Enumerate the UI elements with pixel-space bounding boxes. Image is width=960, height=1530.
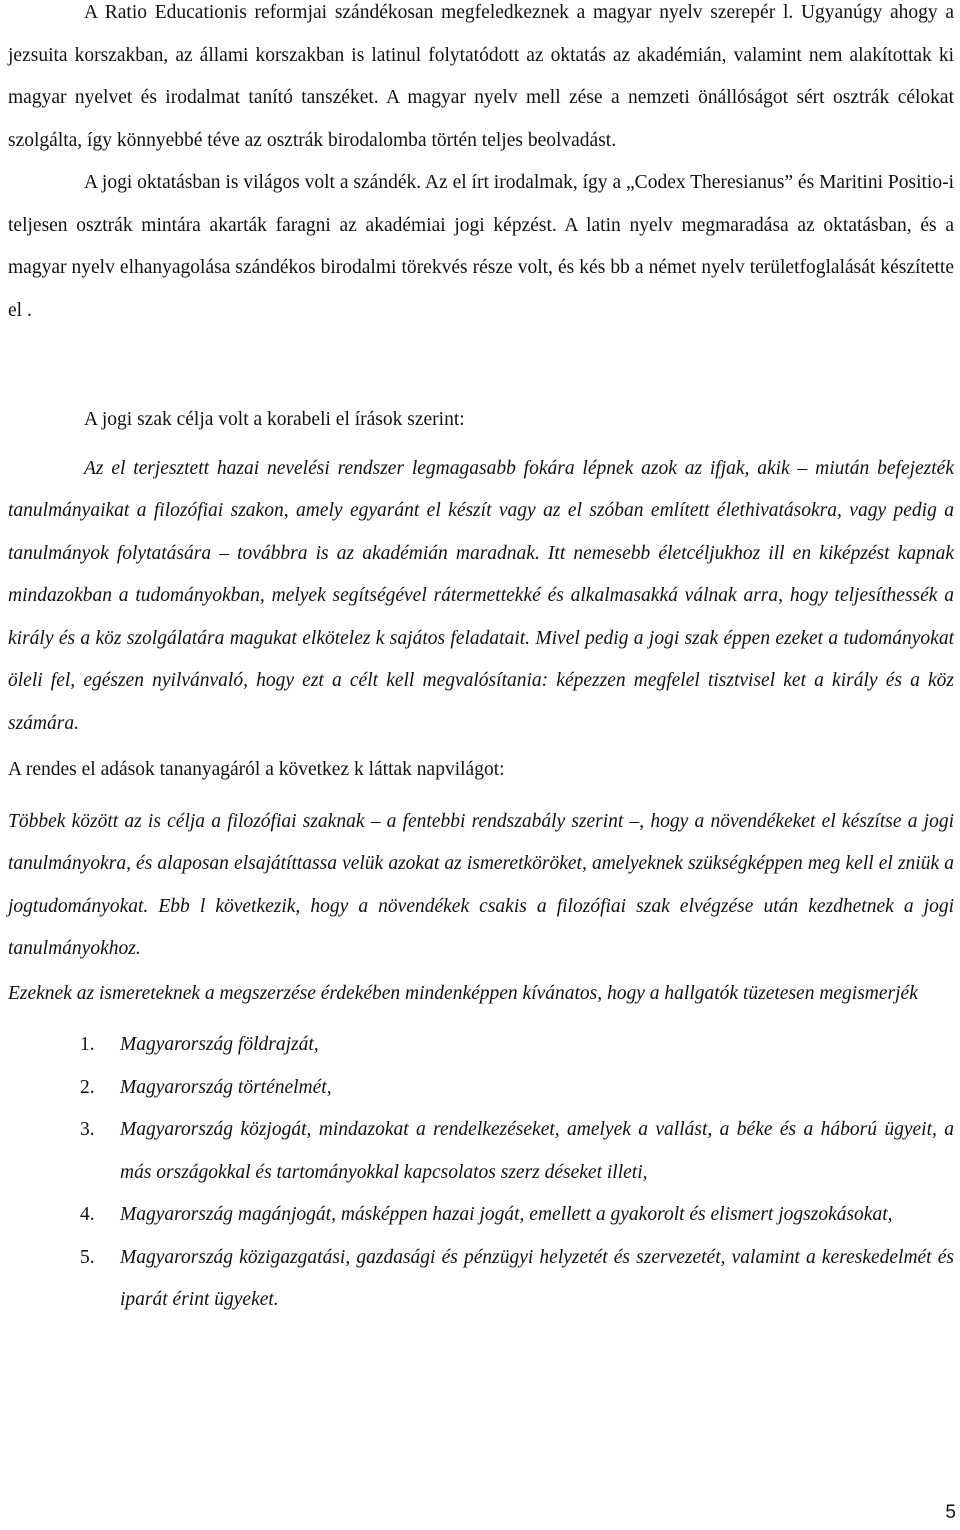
list-item (8, 1109, 954, 1194)
list-item (8, 1237, 954, 1322)
list-item (8, 1067, 954, 1110)
list-item-number: 5. (80, 1246, 95, 1268)
list-item-text: Magyarország földrajzát, (120, 1034, 319, 1055)
quote-filozofiai-szak: Többek között az is célja a filozófiai szaknak – a fentebbi rendszabály szerint –, hogy a növendékeket el készítse a jogi tanulmányokra, és alaposan elsajátíttassa velük azokat az ismeretköröket, amelyeknek szükségképpen meg kell el zniük a jogtudományokat. Ebb l következik, hogy a növendékek csakis a filozófiai szak elvégzése után kezdhetnek a jogi tanulmányokhoz. (8, 810, 954, 959)
quote-jogi-szak-celja: Az el terjesztett hazai nevelési rendszer legmagasabb fokára lépnek azok az ifjak, akik – miután befejezték tanulmányaikat a filozófiai szakon, amely egyaránt el készít vagy az el szóban említett élethivatásokra, vagy pedig a tanulmányok folytatására – továbbra is az akadémián maradnak. Itt nemesebb életcéljukhoz ill en kiképzést kapnak mindazokban a tudományokban, melyek segítségével rátermettekké és alkalmasakká válnak arra, hogy teljesíthessék a király és a köz szolgálatára magukat elkötelez k sajátos feladatait. Mivel pedig a jogi szak éppen ezeket a tudományokat öleli fel, egészen nyilvánvaló, hogy ezt a célt kell megvalósítania: képezzen megfelel tisztvisel ket a király és a köz számára. (8, 457, 954, 734)
section-heading-tananyag: A rendes el adások tananyagáról a következ k láttak napvilágot: (8, 759, 505, 780)
list-item-number: 2. (80, 1076, 95, 1098)
list-item-number: 3. (80, 1119, 95, 1140)
subject-list (8, 1024, 954, 1322)
list-item (8, 1194, 954, 1237)
paragraph-jogi-oktatas: A jogi oktatásban is világos volt a szándék. Az el írt irodalmak, így a „Codex Theresianus” és Maritini Positio-i teljesen osztrák mintára akarták faragni az akadémiai jogi képzést. A latin nyelv megmaradása az oktatásban, és a magyar nyelv elhanyagolása szándékos birodalmi törekvés része volt, és kés bb a német nyelv területfoglalását készítette el . (8, 172, 954, 321)
list-item-text: Magyarország közigazgatási, gazdasági és pénzügyi helyzetét és szervezetét, valamint a kereskedelmét és iparát érint ügyeket. (120, 1246, 954, 1310)
paragraph-ratio-educationis: A Ratio Educationis reformjai szándékosan megfeledkeznek a magyar nyelv szerepér l. Ugyanúgy ahogy a jezsuita korszakban, az állami korszakban is latinul folytatódott az oktatás az akadémián, valamint nem alakítottak ki magyar nyelvet és irodalmat tanító tanszéket. A magyar nyelv mell zése a nemzeti önállóságot sért osztrák célokat szolgálta, így könnyebbé téve az osztrák birodalomba történ teljes beolvadást. (8, 2, 954, 151)
list-item-text: Magyarország történelmét, (120, 1076, 332, 1098)
list-item (8, 1024, 954, 1067)
list-item-number: 4. (80, 1204, 95, 1225)
list-item-text: Magyarország közjogát, mindazokat a rendelkezéseket, amelyek a vallást, a béke és a háború ügyeit, a más országokkal és tartományokkal kapcsolatos szerz déseket illeti, (120, 1119, 954, 1183)
list-item-number: 1. (80, 1034, 95, 1055)
page-number: 5 (945, 1502, 956, 1523)
document-page (8, 0, 954, 1322)
list-item-text: Magyarország magánjogát, másképpen hazai jogát, emellett a gyakorolt és elismert jogszokásokat, (120, 1204, 893, 1225)
section-heading-jogi-szak: A jogi szak célja volt a korabeli el írások szerint: (84, 409, 465, 430)
quote-ismeretek: Ezeknek az ismereteknek a megszerzése érdekében mindenképpen kívánatos, hogy a hallgatók tüzetesen megismerjék (8, 982, 918, 1004)
